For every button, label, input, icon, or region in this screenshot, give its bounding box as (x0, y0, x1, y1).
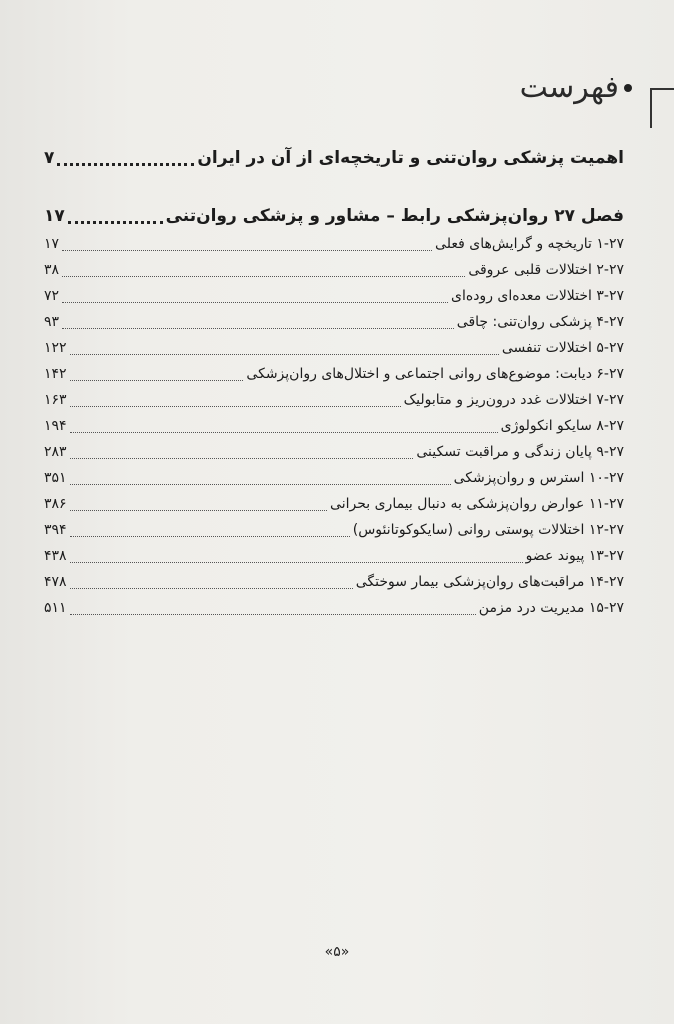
toc-entry-title: ۱۵-۲۷ مدیریت درد مزمن (478, 600, 624, 616)
leader-dots (70, 432, 498, 433)
toc-entry-title: ۹-۲۷ پایان زندگی و مراقبت تسکینی (416, 444, 624, 460)
toc-entry-section[interactable] (44, 574, 624, 590)
leader-dots (70, 354, 499, 355)
heading-bullet-icon (624, 84, 632, 92)
toc-entry-chapter[interactable] (44, 206, 624, 226)
toc-entry-page: ۳۸ (44, 262, 60, 278)
toc-entry-title: ۳-۲۷ اختلالات معده‌ای روده‌ای (451, 288, 624, 304)
toc-entry-page: ۱۴۲ (44, 366, 67, 382)
toc-entry-page: ۴۷۸ (44, 574, 67, 590)
toc-entry-section[interactable] (44, 470, 624, 486)
leader-dots (57, 163, 194, 166)
toc-entry-page: ۵۱۱ (44, 600, 67, 616)
toc-entry-title: ۱۳-۲۷ پیوند عضو (525, 548, 624, 564)
toc-entry-title: ۱-۲۷ تاریخچه و گرایش‌های فعلی (435, 236, 624, 252)
toc-entry-page: ۱۹۴ (44, 418, 67, 434)
heading-group (520, 70, 634, 105)
toc-entry-title: ۶-۲۷ دیابت: موضوع‌های روانی اجتماعی و اختلال‌های روان‌پزشکی (246, 366, 624, 382)
leader-dots (62, 250, 432, 251)
toc-entry-title: ۷-۲۷ اختلالات غدد درون‌ریز و متابولیک (403, 392, 624, 408)
toc-entry-section[interactable] (44, 392, 624, 408)
toc-entry-title: ۸-۲۷ سایکو انکولوژی (500, 418, 624, 434)
leader-dots (68, 221, 163, 224)
leader-dots (62, 276, 465, 277)
toc-entry-title: اهمیت پزشکی روان‌تنی و تاریخچه‌ای از آن در ایران (197, 148, 624, 168)
toc-entry-section[interactable] (44, 340, 624, 356)
toc-entry-section[interactable] (44, 236, 624, 252)
toc-entry-title: ۱۴-۲۷ مراقبت‌های روان‌پزشکی بیمار سوختگی (355, 574, 624, 590)
toc-entry-page: ۱۷ (44, 236, 60, 252)
toc-entry-page: ۷ (44, 148, 55, 168)
toc-entry-title: فصل ۲۷ روان‌پزشکی رابط – مشاور و پزشکی روان‌تنی (165, 206, 624, 226)
toc-entry-section[interactable] (44, 288, 624, 304)
toc-entry-page: ۲۸۳ (44, 444, 67, 460)
leader-dots (70, 458, 414, 459)
toc-entry-title: ۴-۲۷ پزشکی روان‌تنی: چاقی (456, 314, 624, 330)
toc-entry-page: ۹۳ (44, 314, 60, 330)
toc-entry-section[interactable] (44, 366, 624, 382)
toc-entry-section[interactable] (44, 496, 624, 512)
leader-dots (70, 614, 476, 615)
toc-entry-section[interactable] (44, 418, 624, 434)
toc-entry-section[interactable] (44, 548, 624, 564)
leader-dots (70, 588, 353, 589)
toc-entry-page: ۷۲ (44, 288, 60, 304)
leader-dots (70, 406, 401, 407)
toc-entry-page: ۱۷ (44, 206, 65, 226)
toc-entry-title: ۲-۲۷ اختلالات قلبی عروقی (468, 262, 624, 278)
leader-dots (70, 510, 327, 511)
toc-entry-intro[interactable] (44, 148, 624, 168)
toc-entry-page: ۳۸۶ (44, 496, 67, 512)
toc-entry-section[interactable] (44, 600, 624, 616)
leader-dots (70, 484, 451, 485)
leader-dots (70, 380, 244, 381)
toc-entry-section[interactable] (44, 444, 624, 460)
toc-entry-page: ۴۳۸ (44, 548, 67, 564)
leader-dots (70, 536, 350, 537)
leader-dots (62, 328, 454, 329)
toc-entry-page: ۳۵۱ (44, 470, 67, 486)
toc-entry-title: ۵-۲۷ اختلالات تنفسی (501, 340, 624, 356)
toc-entry-page: ۱۲۲ (44, 340, 67, 356)
toc-entry-page: ۳۹۴ (44, 522, 67, 538)
toc-entry-title: ۱۲-۲۷ اختلالات پوستی روانی (سایکوکوتانئوس) (352, 522, 624, 538)
toc-entry-section[interactable] (44, 262, 624, 278)
toc-entry-section[interactable] (44, 314, 624, 330)
leader-dots (70, 562, 523, 563)
heading-frame-line (650, 88, 674, 128)
page-heading: فهرست (519, 70, 619, 105)
toc-entry-section[interactable] (44, 522, 624, 538)
toc-entry-title: ۱۰-۲۷ استرس و روان‌پزشکی (453, 470, 624, 486)
page-number: «۵» (324, 944, 350, 960)
leader-dots (62, 302, 448, 303)
toc-entry-title: ۱۱-۲۷ عوارض روان‌پزشکی به دنبال بیماری بحرانی (330, 496, 624, 512)
toc-entry-page: ۱۶۳ (44, 392, 67, 408)
